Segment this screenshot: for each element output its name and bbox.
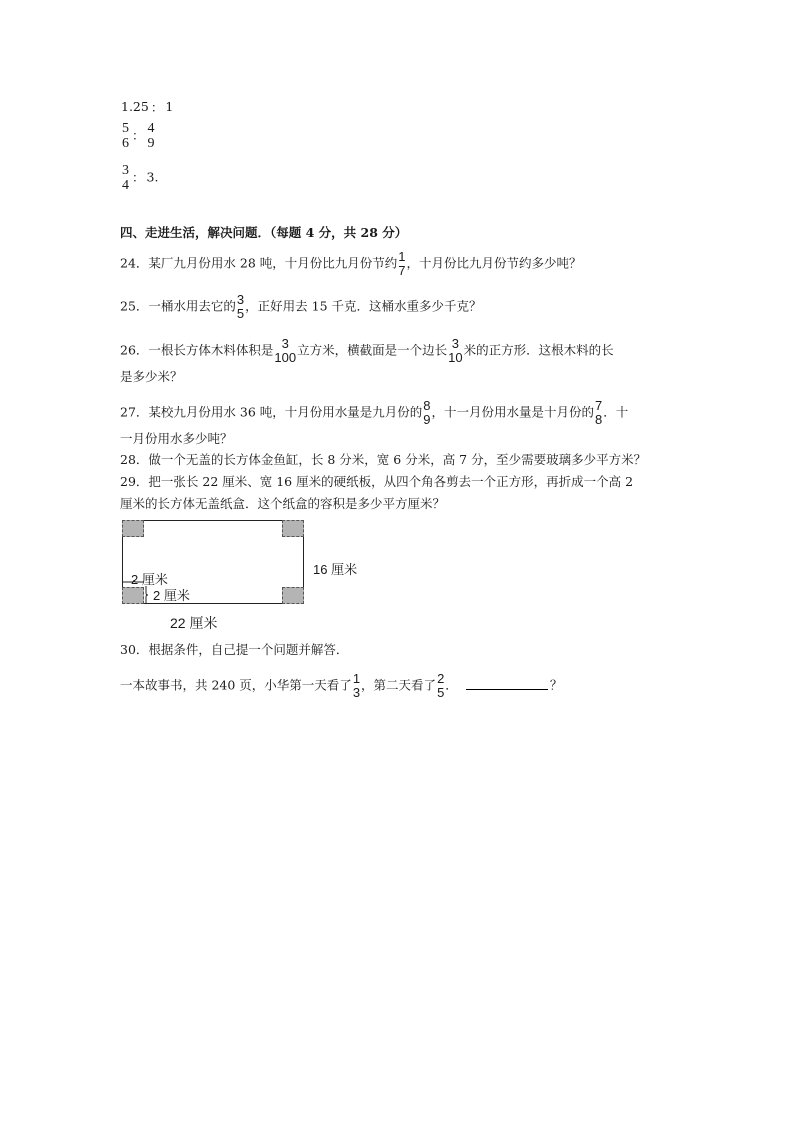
denominator: 9 (423, 412, 431, 427)
numerator: 1 (398, 249, 406, 264)
denominator: 8 (595, 412, 603, 427)
question-text: 立方米，横截面是一个边长 (297, 342, 448, 358)
ratio-right: 3. (146, 169, 159, 185)
numerator: 2 (437, 671, 445, 686)
question-text: 一根长方体木料体积是 (148, 342, 274, 358)
ratio-2 (121, 121, 156, 151)
question-26 (120, 337, 614, 365)
question-number: 25． (120, 298, 149, 314)
fraction (274, 337, 296, 365)
question-text: 做一个无盖的长方体金鱼缸，长 8 分米，宽 6 分米，高 7 分，至少需要玻璃多少平方米？ (148, 452, 647, 467)
question-text: 一桶水用去它的 (148, 298, 236, 314)
fraction (423, 399, 430, 427)
ratio-right: 1 (165, 99, 174, 114)
question-25 (120, 293, 482, 321)
ratio-left: 1.25 (121, 99, 149, 114)
corner-side-label: 2 厘米 (153, 588, 190, 603)
question-26-continuation: 是多少米？ (120, 369, 183, 384)
cut-corner-top-left (122, 520, 144, 537)
question-text: 某校九月份用水 36 吨，十月份用水量是九月份的 (148, 404, 423, 420)
ratio-3 (121, 163, 158, 193)
numerator: 4 (147, 121, 155, 136)
section-title: 四、走进生活，解决问题．（每题 4 分，共 28 分） (120, 225, 408, 240)
width-label: 22 厘米 (170, 615, 218, 631)
denominator: 4 (122, 178, 129, 193)
question-29 (120, 473, 633, 491)
fraction (122, 121, 129, 151)
numerator: 5 (122, 121, 129, 136)
denominator: 9 (147, 136, 155, 151)
denominator: 10 (448, 350, 463, 365)
question-number: 30． (120, 642, 149, 657)
fraction (237, 293, 244, 321)
question-number: 27． (120, 404, 149, 420)
colon: ： (132, 170, 145, 185)
question-text: ． (445, 677, 458, 693)
denominator: 100 (274, 350, 297, 365)
denominator: 6 (122, 136, 129, 151)
question-text: 某厂九月份用水 28 吨，十月份比九月份节约 (148, 255, 398, 271)
question-text: ，正好用去 15 千克．这桶水重多少千克？ (245, 298, 482, 314)
question-27 (120, 399, 628, 427)
question-number: 24． (120, 255, 149, 271)
question-number: 26． (120, 342, 149, 358)
fraction (148, 121, 155, 151)
question-30 (120, 641, 348, 659)
denominator: 3 (352, 685, 361, 700)
numerator: 3 (451, 336, 459, 351)
cut-corner-top-right (282, 520, 304, 537)
question-mark: ？ (549, 677, 563, 693)
question-number: 29． (120, 474, 149, 489)
numerator: 3 (236, 292, 245, 307)
answer-blank[interactable] (466, 677, 548, 690)
colon: ： (132, 128, 145, 143)
numerator: 1 (352, 671, 361, 686)
fraction (437, 672, 444, 700)
corner-side-label: 2 厘米 (131, 572, 168, 587)
question-28 (120, 451, 646, 469)
question-text: ．十 (603, 404, 629, 420)
denominator: 5 (437, 685, 445, 700)
question-text: ，十月份比九月份节约多少吨？ (406, 255, 582, 271)
numerator: 3 (122, 163, 129, 178)
question-text: 根据条件，自己提一个问题并解答． (148, 642, 349, 657)
fraction (353, 672, 360, 700)
fraction (122, 163, 129, 193)
question-30-condition (120, 672, 562, 700)
numerator: 8 (423, 398, 431, 413)
question-text: ，十一月份用水量是十月份的 (431, 404, 595, 420)
question-27-continuation: 一月份用水多少吨？ (120, 431, 233, 446)
question-text: 一本故事书，共 240 页，小华第一天看了 (120, 677, 352, 693)
question-number: 28． (120, 452, 149, 467)
fraction (595, 399, 602, 427)
question-24 (120, 250, 582, 278)
numerator: 3 (281, 336, 289, 351)
denominator: 5 (236, 306, 245, 321)
ratio-1 (121, 100, 173, 115)
question-text: ，第二天看了 (361, 677, 437, 693)
colon: ： (150, 99, 164, 115)
fraction (448, 337, 462, 365)
numerator: 7 (595, 398, 603, 413)
height-label: 16 厘米 (313, 562, 358, 577)
question-text: 米的正方形．这根木料的长 (463, 342, 614, 358)
cut-corner-bottom-right (282, 587, 304, 604)
denominator: 7 (398, 263, 406, 278)
question-29-continuation: 厘米的长方体无盖纸盒．这个纸盒的容积是多少平方厘米？ (120, 496, 446, 511)
fraction (398, 250, 405, 278)
question-text: 把一张长 22 厘米、宽 16 厘米的硬纸板，从四个角各剪去一个正方形，再折成一个高 2 (148, 474, 634, 489)
